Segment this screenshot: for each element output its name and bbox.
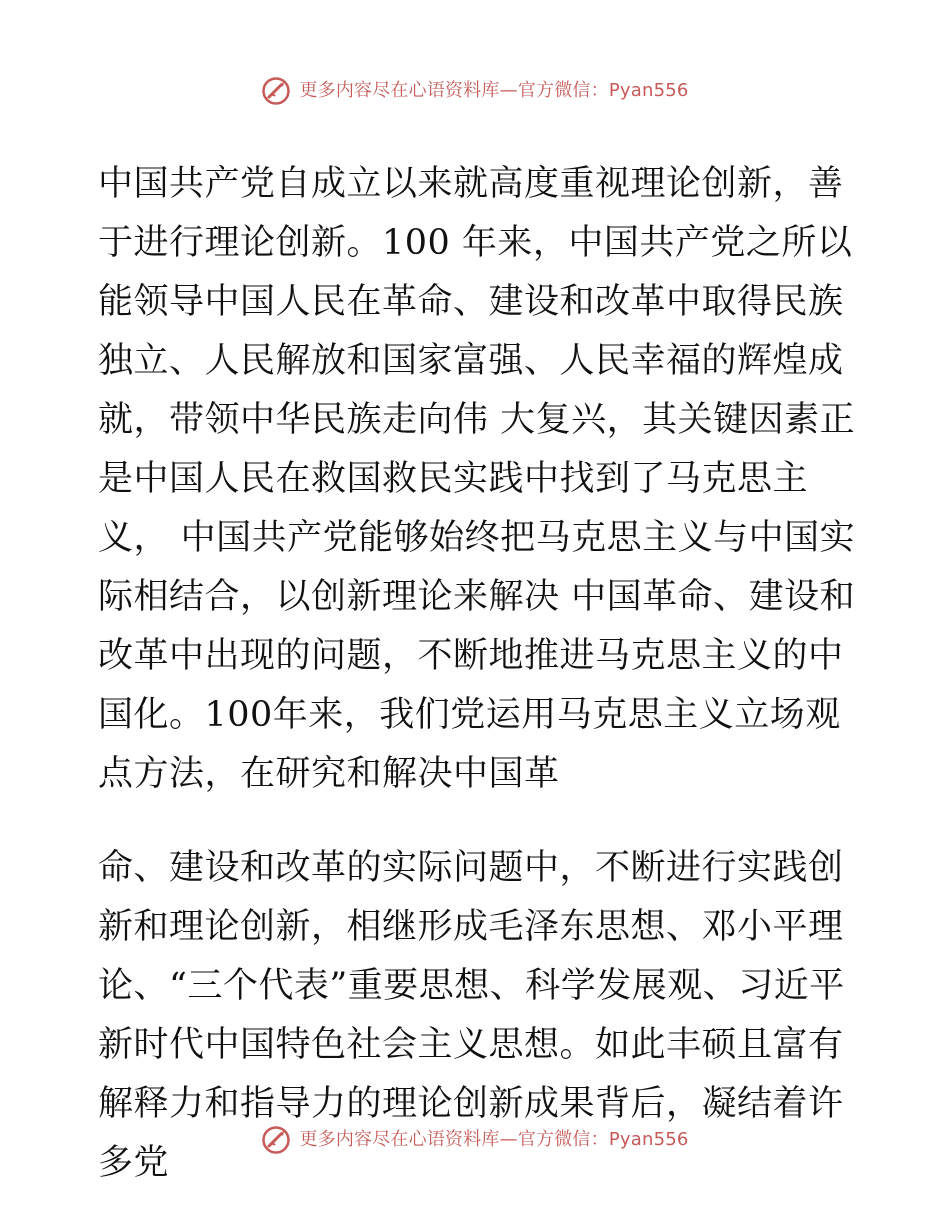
pen-circle-logo-icon: [261, 76, 291, 106]
pen-circle-logo-icon: [261, 1125, 291, 1155]
header-watermark: [0, 74, 950, 108]
document-paragraph-2: 命、建设和改革的实际问题中，不断进行实践创新和理论创新，相继形成毛泽东思想、邓小平理论、“三个代表”重要思想、科学发展观、习近平新时代中国特色社会主义思想。如此丰硕且富有解释力和指导力的理论创新成果背后，凝结着许多党: [98, 848, 845, 1183]
watermark-text: 更多内容尽在心语资料库—官方微信：Pyan556: [299, 80, 689, 101]
watermark-text: 更多内容尽在心语资料库—官方微信：Pyan556: [299, 1129, 689, 1150]
document-body: [98, 120, 858, 1228]
footer-watermark: [0, 1123, 950, 1157]
document-paragraph-1: 中国共产党自成立以来就高度重视理论创新，善于进行理论创新。100 年来，中国共产党之所以能领导中国人民在革命、建设和改革中取得民族 独立、人民解放和国家富强、人民幸福的辉煌成就，带领中华民族走向伟 大复兴，其关键因素正是中国人民在救国救民实践中找到了马克思主义， 中国共产党能够始终把马克思主义与中国实际相结合，以创新理论来解决 中国革命、建设和改革中出现的问题，不断地推进马克思主义的中国化。100年来，我们党运用马克思主义立场观点方法，在研究和解决中国革: [98, 164, 856, 794]
